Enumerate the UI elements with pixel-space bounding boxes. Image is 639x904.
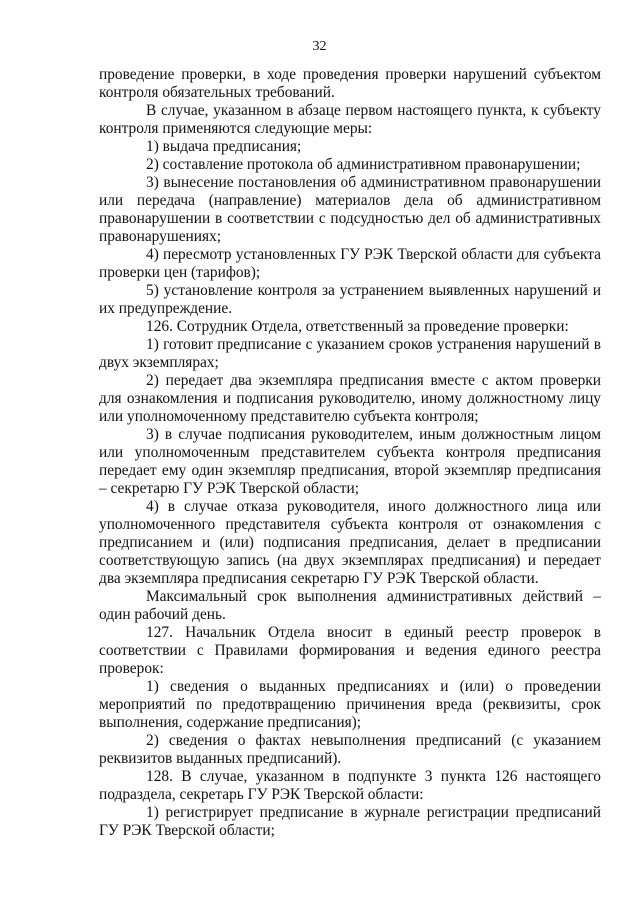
paragraph: В случае, указанном в абзаце первом настоящего пункта, к субъекту контроля применяются следующие меры: xyxy=(99,102,601,137)
list-item: 2) передает два экземпляра предписания вместе с актом проверки для ознакомления и подписания руководителю, иному должностному лицу или уполномоченному представителю субъекта контроля; xyxy=(99,372,601,425)
paragraph: Максимальный срок выполнения административных действий – один рабочий день. xyxy=(99,588,601,623)
list-item: 1) готовит предписание с указанием сроков устранения нарушений в двух экземплярах; xyxy=(99,336,601,371)
list-item: 5) установление контроля за устранением выявленных нарушений и их предупреждение. xyxy=(99,282,601,317)
list-item: 2) составление протокола об административном правонарушении; xyxy=(146,156,581,173)
paragraph: проведение проверки, в ходе проведения проверки нарушений субъектом контроля обязательных требований. xyxy=(99,66,601,101)
list-item: 2) сведения о фактах невыполнения предписаний (с указанием реквизитов выданных предписаний). xyxy=(99,732,601,767)
list-item: 4) в случае отказа руководителя, иного должностного лица или уполномоченного представителя субъекта контроля от ознакомления с предписанием и (или) подписания предписания, делает в предписании соответствующую запись (на двух экземплярах предписания) и передает два экземпляра предписания секретарю ГУ РЭК Тверской области. xyxy=(99,498,601,587)
section-heading: 127. Начальник Отдела вносит в единый реестр проверок в соответствии с Правилами формирования и ведения единого реестра проверок: xyxy=(99,624,601,677)
list-item: 4) пересмотр установленных ГУ РЭК Тверской области для субъекта проверки цен (тарифов); xyxy=(99,246,601,281)
section-heading: 126. Сотрудник Отдела, ответственный за проведение проверки: xyxy=(146,318,569,335)
section-heading: 128. В случае, указанном в подпункте 3 пункта 126 настоящего подраздела, секретарь ГУ РЭК Тверской области: xyxy=(99,768,601,803)
list-item: 1) регистрирует предписание в журнале регистрации предписаний ГУ РЭК Тверской области; xyxy=(99,804,601,839)
list-item: 1) выдача предписания; xyxy=(146,138,302,155)
document-body xyxy=(99,66,601,840)
list-item: 3) в случае подписания руководителем, иным должностным лицом или уполномоченным представителем субъекта контроля предписания передает ему один экземпляр предписания, второй экземпляр предписания – секретарю ГУ РЭК Тверской области; xyxy=(99,426,601,497)
list-item: 3) вынесение постановления об административном правонарушении или передача (направление) материалов дела об административном правонарушении в соответствии с подсудностью дел об административных правонарушениях; xyxy=(99,174,601,245)
page-number: 32 xyxy=(312,39,327,54)
list-item: 1) сведения о выданных предписаниях и (или) о проведении мероприятий по предотвращению причинения вреда (реквизиты, срок выполнения, содержание предписания); xyxy=(99,678,601,731)
